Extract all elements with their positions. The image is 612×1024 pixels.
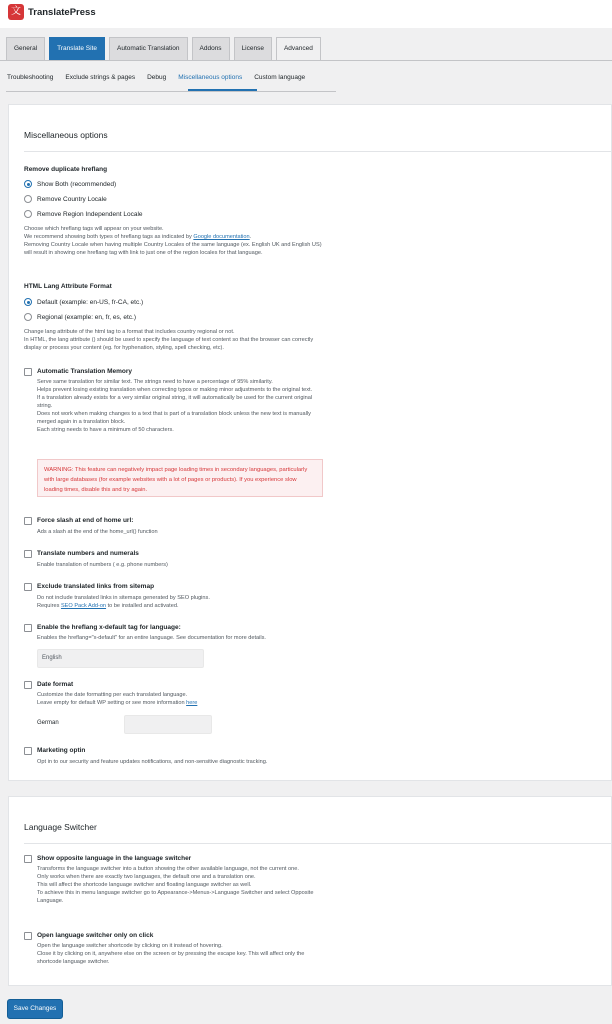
subnav-custom-language[interactable]: Custom language [254, 74, 306, 81]
date-format-checkbox[interactable] [24, 681, 32, 689]
exclude-sitemap-description: Do not include translated links in sitemaps generated by SEO plugins. Requires SEO Pack Add-on to be installed and activated. [37, 595, 210, 609]
translatepress-logo-icon: 文 [8, 4, 24, 20]
date-format-german-input[interactable] [124, 715, 212, 734]
date-format-language-label: German [37, 720, 59, 726]
seo-pack-addon-link[interactable]: SEO Pack Add-on [60, 603, 107, 609]
opposite-language-description: Transforms the language switcher into a button showing the other available language, not the current one. Only works when there are exactly two languages, the default one and a translation one. This will affect the shortcode language switcher and floating language switcher as well. To achieve this in menu language switcher go to Appearance->Menus->Language Switcher and select Opposite Language. [37, 866, 314, 904]
translate-numbers-description: Enable translation of numbers ( e.g. phone numbers) [37, 562, 168, 568]
marketing-optin-checkbox[interactable] [24, 747, 32, 755]
radio-lang-default[interactable]: Default (example: en-US, fr-CA, etc.) [24, 297, 143, 307]
panel-divider [24, 843, 612, 844]
panel-heading: Language Switcher [24, 822, 97, 832]
radio-button[interactable] [24, 313, 32, 321]
translate-numbers-label: Translate numbers and numerals [37, 550, 139, 557]
atm-description: Serve same translation for similar text. The strings need to have a percentage of 95% similarity. Helps prevent losing existing translation when correcting typos or making minor adjustments to the original text. If a translation already exists for a very similar original string, it will automatically be used for the current original string. Does not work when making changes to a text that is part of a translation block unless the new text is manually merged again in a translation block. Each string needs to have a minimum of 50 characters. [37, 379, 313, 433]
top-bar [0, 0, 612, 28]
radio-remove-country-locale[interactable]: Remove Country Locale [24, 194, 107, 204]
force-slash-label: Force slash at end of home url: [37, 517, 134, 524]
radio-remove-region-locale[interactable]: Remove Region Independent Locale [24, 209, 143, 219]
exclude-sitemap-label: Exclude translated links from sitemap [37, 583, 155, 590]
advanced-subnav [7, 74, 305, 81]
marketing-optin-description: Opt in to our security and feature updates notifications, and non-sensitive diagnostic tracking. [37, 759, 268, 765]
force-slash-checkbox[interactable] [24, 517, 32, 525]
tab-license[interactable]: License [234, 37, 272, 61]
tab-translate-site[interactable]: Translate Site [49, 37, 105, 61]
opposite-language-label: Show opposite language in the language switcher [37, 855, 192, 862]
opposite-language-checkbox[interactable] [24, 855, 32, 863]
miscellaneous-options-panel [8, 104, 612, 781]
hreflang-description: Choose which hreflang tags will appear on your website. We recommend showing both types of hreflang tags as indicated by Google documentation. Removing Country Locale when having multiple Country Locales of the same language (ex. English UK and English US) will result in showing one hreflang tag with link to just one of the region locales for that language. [24, 226, 322, 256]
xdefault-description: Enables the hreflang="x-default" for an entire language. See documentation for more details. [37, 635, 266, 641]
html-lang-description: Change lang attribute of the html tag to a format that includes country regional or not. In HTML, the lang attribute () should be used to specify the language of text content so that the browser can correctly display or process your content (eg. for hyphenation, styling, spell checking, etc). [24, 329, 314, 351]
app-title: TranslatePress [28, 7, 96, 18]
atm-checkbox[interactable] [24, 368, 32, 376]
save-changes-button[interactable]: Save Changes [7, 999, 63, 1019]
exclude-sitemap-checkbox[interactable] [24, 583, 32, 591]
tabs-divider [0, 60, 612, 61]
date-format-description: Customize the date formatting per each translated language. Leave empty for default WP setting or see more information here [37, 692, 198, 706]
google-documentation-link[interactable]: Google documentation [193, 234, 250, 240]
tab-automatic-translation[interactable]: Automatic Translation [109, 37, 188, 61]
open-on-click-checkbox[interactable] [24, 932, 32, 940]
xdefault-checkbox[interactable] [24, 624, 32, 632]
open-on-click-label: Open language switcher only on click [37, 932, 154, 939]
radio-button[interactable] [24, 210, 32, 218]
subnav-exclude-strings[interactable]: Exclude strings & pages [65, 74, 136, 81]
xdefault-label: Enable the hreflang x-default tag for language: [37, 624, 181, 631]
radio-lang-regional[interactable]: Regional (example: en, fr, es, etc.) [24, 312, 136, 322]
subnav-miscellaneous-options[interactable]: Miscellaneous options [178, 74, 243, 81]
open-on-click-description: Open the language switcher shortcode by clicking on it instead of hovering. Close it by clicking on it, anywhere else on the screen or by pressing the escape key. This will affect only the shortcode language switcher. [37, 943, 305, 965]
panel-divider [24, 151, 612, 152]
translate-numbers-checkbox[interactable] [24, 550, 32, 558]
force-slash-description: Ads a slash at the end of the home_url() function [37, 529, 158, 535]
atm-label: Automatic Translation Memory [37, 368, 132, 375]
radio-show-both[interactable]: Show Both (recommended) [24, 179, 116, 189]
xdefault-language-select[interactable]: English [37, 649, 204, 668]
radio-button[interactable] [24, 195, 32, 203]
subnav-debug[interactable]: Debug [147, 74, 167, 81]
tab-addons[interactable]: Addons [192, 37, 230, 61]
html-lang-label: HTML Lang Attribute Format [24, 283, 112, 290]
subnav-divider [6, 91, 336, 92]
marketing-optin-label: Marketing optin [37, 747, 86, 754]
date-format-label: Date format [37, 681, 74, 688]
atm-warning-notice: WARNING: This feature can negatively impact page loading times in secondary languages, particularly with large databases (for example websites with a lot of pages or products). If you experience slow loading times, disable this and try again. [37, 459, 323, 497]
date-format-info-link[interactable]: here [186, 700, 198, 706]
tab-general[interactable]: General [6, 37, 45, 61]
subnav-troubleshooting[interactable]: Troubleshooting [7, 74, 54, 81]
panel-heading: Miscellaneous options [24, 130, 108, 140]
radio-button[interactable] [24, 298, 32, 306]
hreflang-label: Remove duplicate hreflang [24, 166, 108, 173]
tab-advanced[interactable]: Advanced [276, 37, 321, 61]
radio-button[interactable] [24, 180, 32, 188]
main-tabs [6, 37, 321, 61]
